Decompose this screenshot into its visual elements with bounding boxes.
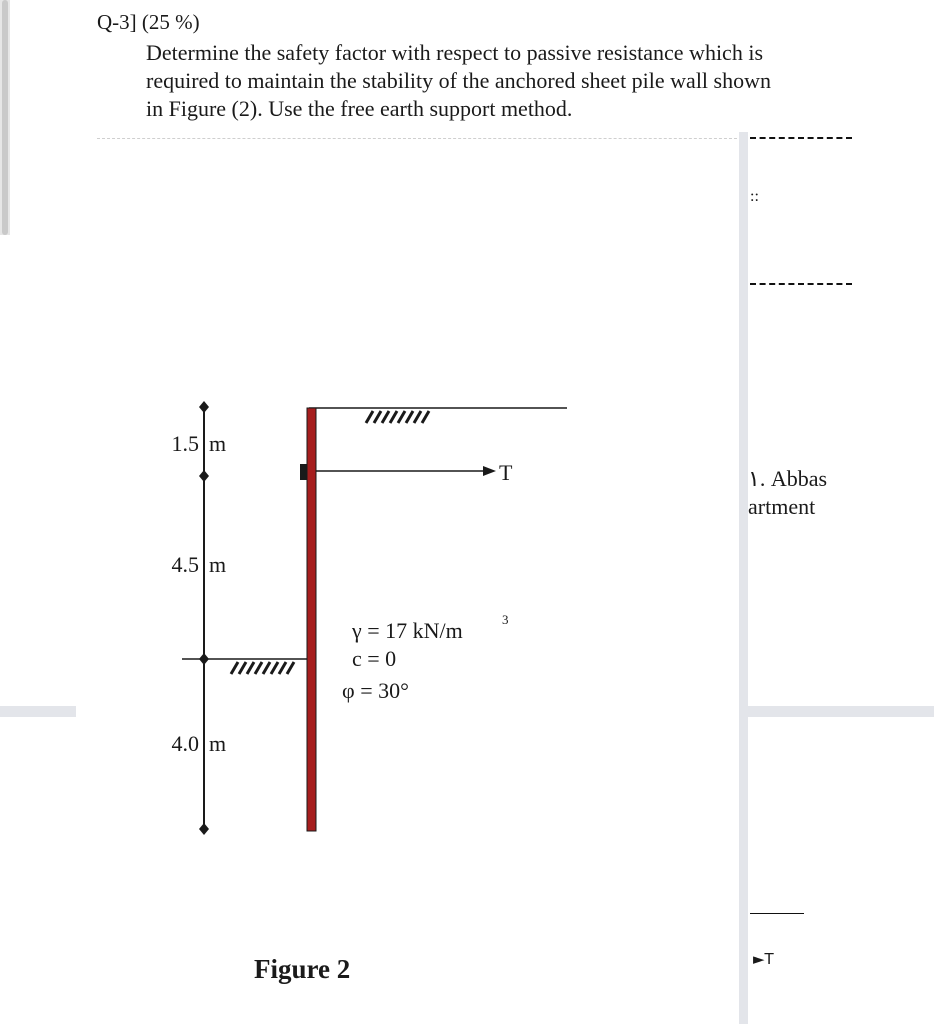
question-line-1: Determine the safety factor with respect to passive resistance which is	[146, 40, 763, 65]
right-page-name-fragment: ١. Abbas	[748, 466, 828, 491]
dimension-tick-anchor	[199, 470, 209, 482]
right-page-colon: ::	[750, 188, 759, 205]
dimension-label-1: 1.5	[171, 431, 199, 456]
dimension-unit-2: m	[209, 552, 227, 577]
question-line-2: required to maintain the stability of the anchored sheet pile wall shown	[146, 68, 771, 93]
question-header: Q-3] (25 %)	[97, 10, 200, 34]
anchor-label: T	[499, 460, 513, 485]
soil-cohesion: c = 0	[352, 646, 397, 671]
ground-hatch-dredge	[231, 662, 294, 674]
figure-caption: Figure 2	[254, 954, 351, 984]
dimension-tick-bottom	[199, 823, 209, 835]
page-divider-vertical	[739, 132, 748, 1024]
right-page-ground-line	[750, 913, 804, 914]
right-page-dashed-line-top	[750, 137, 852, 139]
soil-unit-weight: γ = 17 kN/m	[352, 618, 463, 643]
soil-friction-angle: φ = 30°	[342, 678, 409, 703]
anchor-plate	[300, 464, 307, 480]
dimension-tick-top	[199, 401, 209, 413]
dimension-label-2: 4.5	[171, 552, 199, 577]
ground-hatch-top	[366, 411, 429, 423]
right-page-dashed-line-bottom	[750, 283, 852, 285]
dimension-unit-3: m	[209, 731, 227, 756]
question-line-3: in Figure (2). Use the free earth support method.	[146, 96, 573, 121]
right-page-dept-fragment: artment	[748, 494, 816, 519]
sheet-pile-wall	[307, 408, 316, 831]
dimension-label-3: 4.0	[171, 731, 199, 756]
page-divider-horizontal-left	[0, 706, 76, 717]
page-divider-horizontal-right	[748, 706, 934, 717]
anchor-arrowhead	[483, 466, 496, 476]
right-page-arrow-label: ►T	[753, 950, 774, 968]
unit-superscript: 3	[502, 612, 509, 627]
dimension-unit-1: m	[209, 431, 227, 456]
